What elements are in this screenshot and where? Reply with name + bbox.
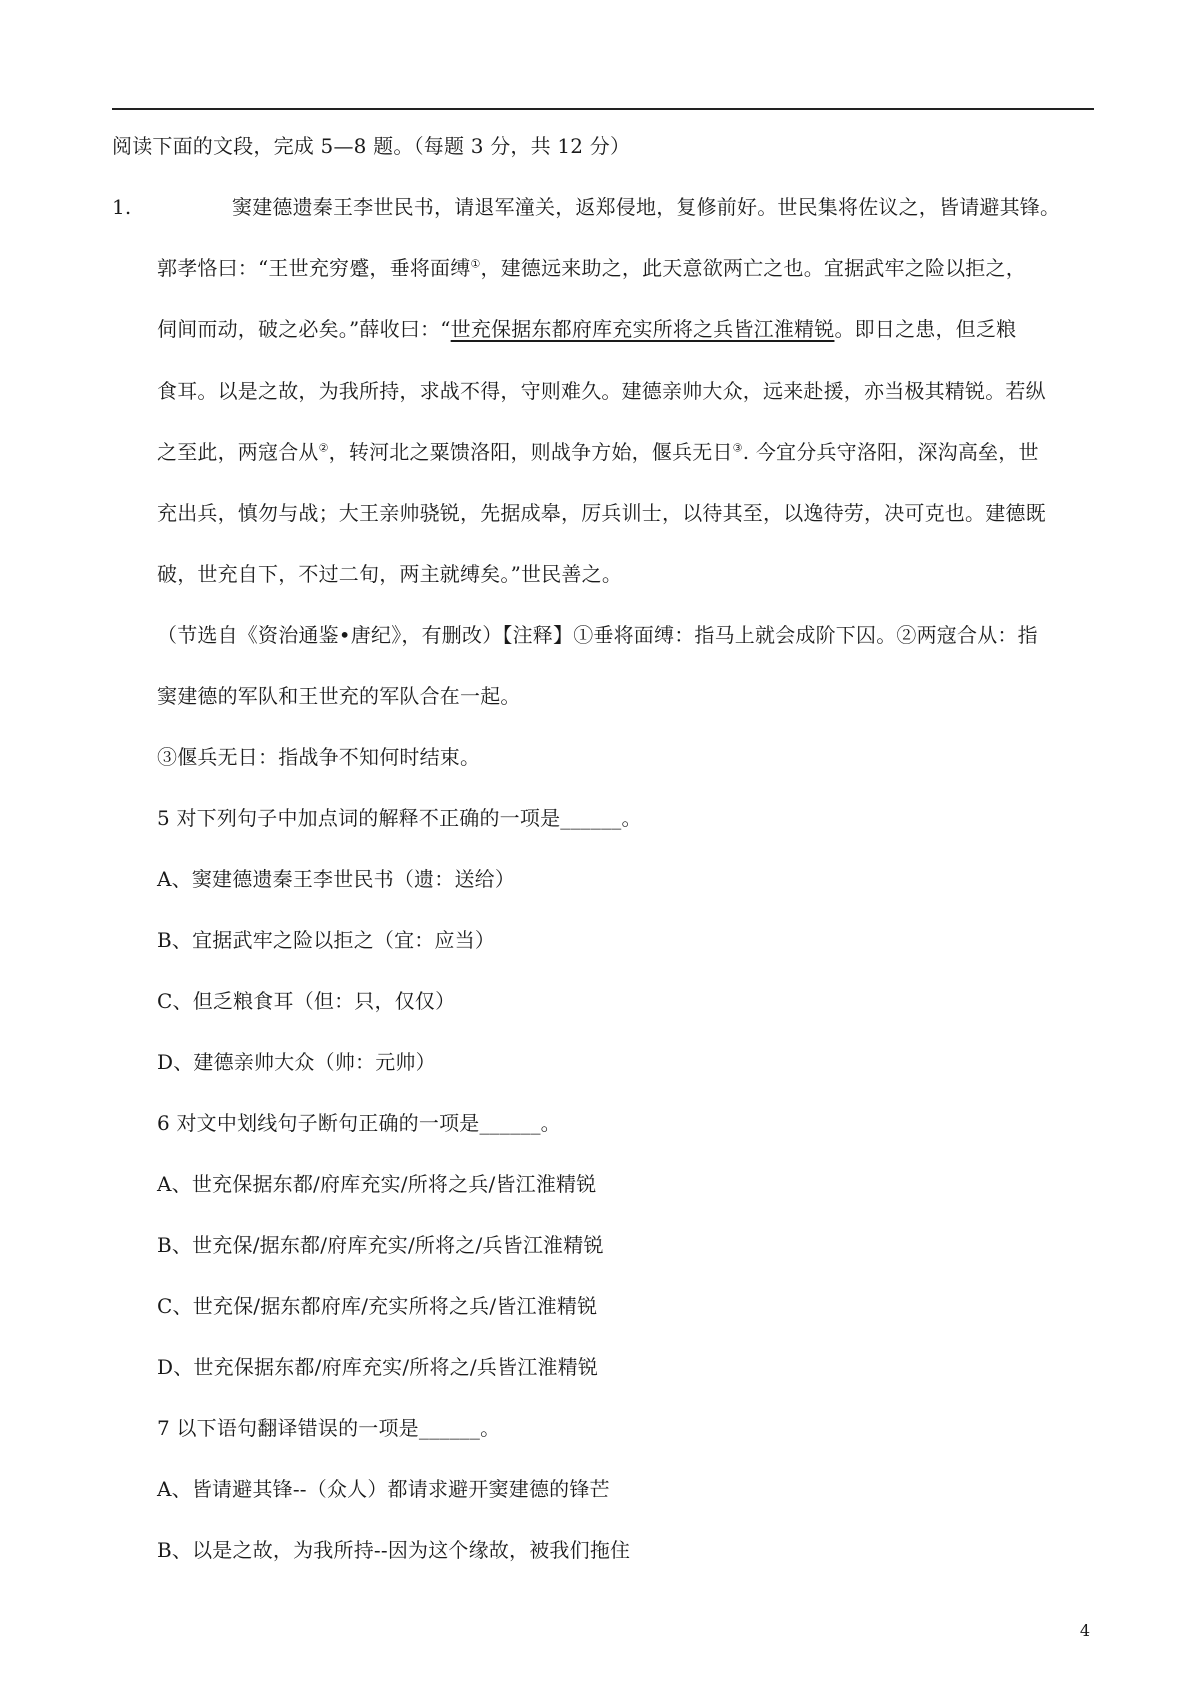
question-6-stem: 6 对文中划线句子断句正确的一项是______。 [157, 1111, 561, 1135]
footnote-ref-3: ③ [732, 441, 743, 455]
question-5-option-b: B、宜据武牢之险以拒之（宜：应当） [157, 928, 496, 952]
question-6-option-a: A、世充保据东都/府库充实/所将之兵/皆江淮精锐 [157, 1172, 597, 1196]
question-6-option-d: D、世充保据东都/府库充实/所将之/兵皆江淮精锐 [157, 1355, 599, 1379]
question-6-option-c: C、世充保/据东都府库/充实所将之兵/皆江淮精锐 [157, 1294, 598, 1318]
question-5-stem: 5 对下列句子中加点词的解释不正确的一项是______。 [157, 806, 642, 830]
underlined-sentence: 世充保据东都府库充实所将之兵皆江淮精锐 [450, 317, 835, 341]
passage-number: 1. [112, 195, 132, 219]
question-5-option-d: D、建德亲帅大众（帅：元帅） [157, 1050, 436, 1074]
passage-line-7: 破，世充自下，不过二旬，两主就缚矣。”世民善之。 [157, 562, 623, 586]
question-7-option-b: B、以是之故，为我所持--因为这个缘故，被我们拖住 [157, 1538, 631, 1562]
question-6-option-b: B、世充保/据东都/府库充实/所将之/兵皆江淮精锐 [157, 1233, 604, 1257]
instruction-text: 阅读下面的文段，完成 5—8 题。（每题 3 分，共 12 分） [112, 134, 631, 158]
passage-line-4: 食耳。以是之故，为我所持，求战不得，守则难久。建德亲帅大众，远来赴援，亦当极其精锐。若纵 [157, 379, 1046, 403]
passage-line-2: 郭孝恪曰：“王世充穷蹙，垂将面缚①，建德远来助之，此天意欲两亡之也。宜据武牢之险以拒之， [157, 256, 1026, 280]
footnote-ref-1: ① [470, 257, 481, 271]
question-7-stem: 7 以下语句翻译错误的一项是______。 [157, 1416, 501, 1440]
footnote-ref-2: ② [318, 441, 329, 455]
source-note-line-3: ③偃兵无日：指战争不知何时结束。 [157, 745, 481, 769]
passage-line-5: 之至此，两寇合从②，转河北之粟馈洛阳，则战争方始，偃兵无日③. 今宜分兵守洛阳，深沟高垒，世 [157, 440, 1039, 464]
source-note-line-2: 窦建德的军队和王世充的军队合在一起。 [157, 684, 521, 708]
source-note-line-1: （节选自《资治通鉴•唐纪》，有删改）【注释】①垂将面缚：指马上就会成阶下囚。②两寇合从：指 [157, 623, 1038, 647]
question-5-option-a: A、窦建德遗秦王李世民书（遗：送给） [157, 867, 516, 891]
passage-line-3: 伺间而动，破之必矣。”薛收曰：“世充保据东都府库充实所将之兵皆江淮精锐。即日之患，但乏粮 [157, 317, 1017, 341]
header-rule [112, 108, 1094, 110]
passage-line-6: 充出兵，慎勿与战；大王亲帅骁锐，先据成皋，厉兵训士，以待其至，以逸待劳，决可克也。建德既 [157, 501, 1046, 525]
question-5-option-c: C、但乏粮食耳（但：只，仅仅） [157, 989, 456, 1013]
passage-line-1: 窦建德遗秦王李世民书，请退军潼关，返郑侵地，复修前好。世民集将佐议之，皆请避其锋。 [232, 195, 1061, 219]
question-7-option-a: A、皆请避其锋--（众人）都请求避开窦建德的锋芒 [157, 1477, 610, 1501]
page-number: 4 [1079, 1621, 1090, 1640]
